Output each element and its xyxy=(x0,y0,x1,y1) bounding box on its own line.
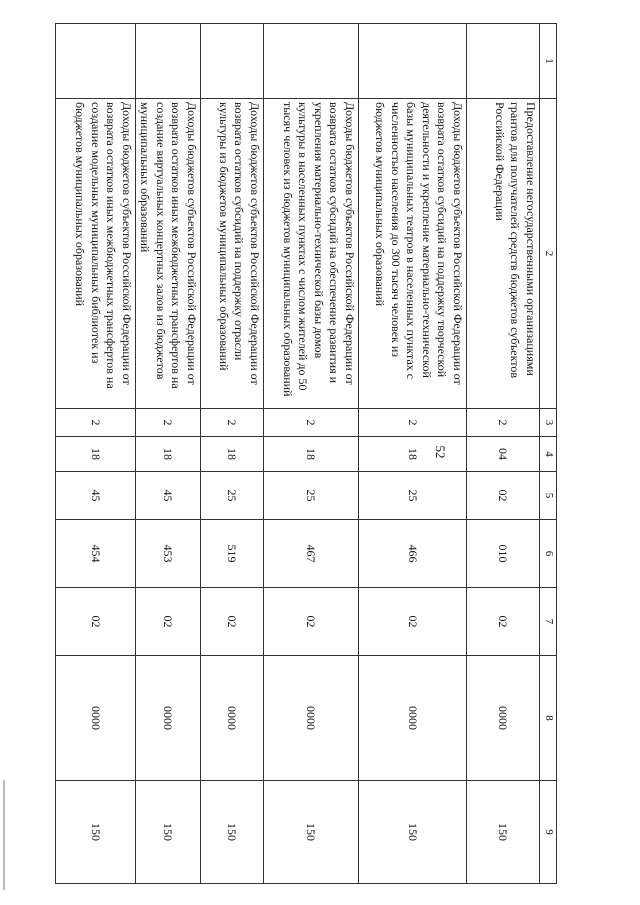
budget-classification-table xyxy=(55,23,557,884)
cell-c8: 0000 xyxy=(201,656,264,781)
cell-description: Доходы бюджетов субъектов Российской Федерации от возврата остатков иных межбюджетных трансфертов на создание виртуальных концертных залов из бюджетов муниципальных образований xyxy=(136,99,201,409)
cell-col1 xyxy=(136,24,201,99)
cell-description: Доходы бюджетов субъектов Российской Федерации от возврата остатков иных межбюджетных трансфертов на создание модельных муниципальных библиотек из бюджетов муниципальных образований xyxy=(56,99,136,409)
cell-c6: 467 xyxy=(264,520,359,588)
cell-col1 xyxy=(467,24,540,99)
table-row xyxy=(136,24,201,884)
cell-c4: 18 xyxy=(56,437,136,472)
header-col-8: 8 xyxy=(540,656,557,781)
cell-c8: 0000 xyxy=(467,656,540,781)
header-col-9: 9 xyxy=(540,781,557,884)
cell-c3: 2 xyxy=(467,409,540,437)
cell-c4: 18 xyxy=(359,437,467,472)
cell-c5: 25 xyxy=(201,472,264,520)
cell-c6: 519 xyxy=(201,520,264,588)
cell-c3: 2 xyxy=(56,409,136,437)
cell-c7: 02 xyxy=(467,588,540,656)
rotated-page-content xyxy=(42,23,557,883)
header-col-7: 7 xyxy=(540,588,557,656)
cell-description: Доходы бюджетов субъектов Российской Федерации от возврата остатков субсидий на обеспечение развития и укрепления материально-технической базы домов культуры в населенных пунктах с числом жителей до 50 тысяч человек из бюджетов муниципальных образований xyxy=(264,99,359,409)
cell-c5: 45 xyxy=(136,472,201,520)
cell-c9: 150 xyxy=(359,781,467,884)
header-col-5: 5 xyxy=(540,472,557,520)
cell-c9: 150 xyxy=(136,781,201,884)
cell-c8: 0000 xyxy=(264,656,359,781)
cell-c7: 02 xyxy=(359,588,467,656)
table-row xyxy=(201,24,264,884)
cell-c7: 02 xyxy=(136,588,201,656)
page-number: 52 xyxy=(433,445,448,459)
cell-c8: 0000 xyxy=(56,656,136,781)
cell-c8: 0000 xyxy=(359,656,467,781)
cell-c6: 466 xyxy=(359,520,467,588)
cell-c9: 150 xyxy=(467,781,540,884)
cell-c4: 04 xyxy=(467,437,540,472)
cell-description: Предоставление негосударственными организациями грантов для получателей средств бюджетов субъектов Российской Федерации xyxy=(467,99,540,409)
cell-c3: 2 xyxy=(201,409,264,437)
cell-c3: 2 xyxy=(136,409,201,437)
cell-col1 xyxy=(201,24,264,99)
cell-c5: 45 xyxy=(56,472,136,520)
table-row xyxy=(264,24,359,884)
cell-c9: 150 xyxy=(201,781,264,884)
cell-col1 xyxy=(56,24,136,99)
cell-c8: 0000 xyxy=(136,656,201,781)
cell-description: Доходы бюджетов субъектов Российской Федерации от возврата остатков субсидий на поддержку отрасли культуры из бюджетов муниципальных образований xyxy=(201,99,264,409)
cell-c7: 02 xyxy=(201,588,264,656)
cell-c7: 02 xyxy=(264,588,359,656)
header-col-3: 3 xyxy=(540,409,557,437)
cell-c4: 18 xyxy=(201,437,264,472)
cell-col1 xyxy=(359,24,467,99)
cell-c9: 150 xyxy=(56,781,136,884)
header-col-4: 4 xyxy=(540,437,557,472)
cell-c6: 454 xyxy=(56,520,136,588)
header-col-2: 2 xyxy=(540,99,557,409)
cell-c5: 25 xyxy=(359,472,467,520)
table-row xyxy=(56,24,136,884)
scan-edge-mark xyxy=(3,780,5,890)
table-row xyxy=(359,24,467,884)
header-col-1: 1 xyxy=(540,24,557,99)
cell-c4: 18 xyxy=(264,437,359,472)
table-header-row xyxy=(540,24,557,884)
cell-c3: 2 xyxy=(264,409,359,437)
cell-c9: 150 xyxy=(264,781,359,884)
header-col-6: 6 xyxy=(540,520,557,588)
cell-c6: 453 xyxy=(136,520,201,588)
cell-c5: 02 xyxy=(467,472,540,520)
cell-c7: 02 xyxy=(56,588,136,656)
cell-col1 xyxy=(264,24,359,99)
cell-c5: 25 xyxy=(264,472,359,520)
cell-c3: 2 xyxy=(359,409,467,437)
table-row xyxy=(467,24,540,884)
cell-description: Доходы бюджетов субъектов Российской Федерации от возврата остатков субсидий на поддержку творческой деятельности и укрепление материально-технической базы муниципальных театров в населенных пунктах с численностью населения до 300 тысяч человек из бюджетов муниципальных образований xyxy=(359,99,467,409)
cell-c4: 18 xyxy=(136,437,201,472)
cell-c6: 010 xyxy=(467,520,540,588)
